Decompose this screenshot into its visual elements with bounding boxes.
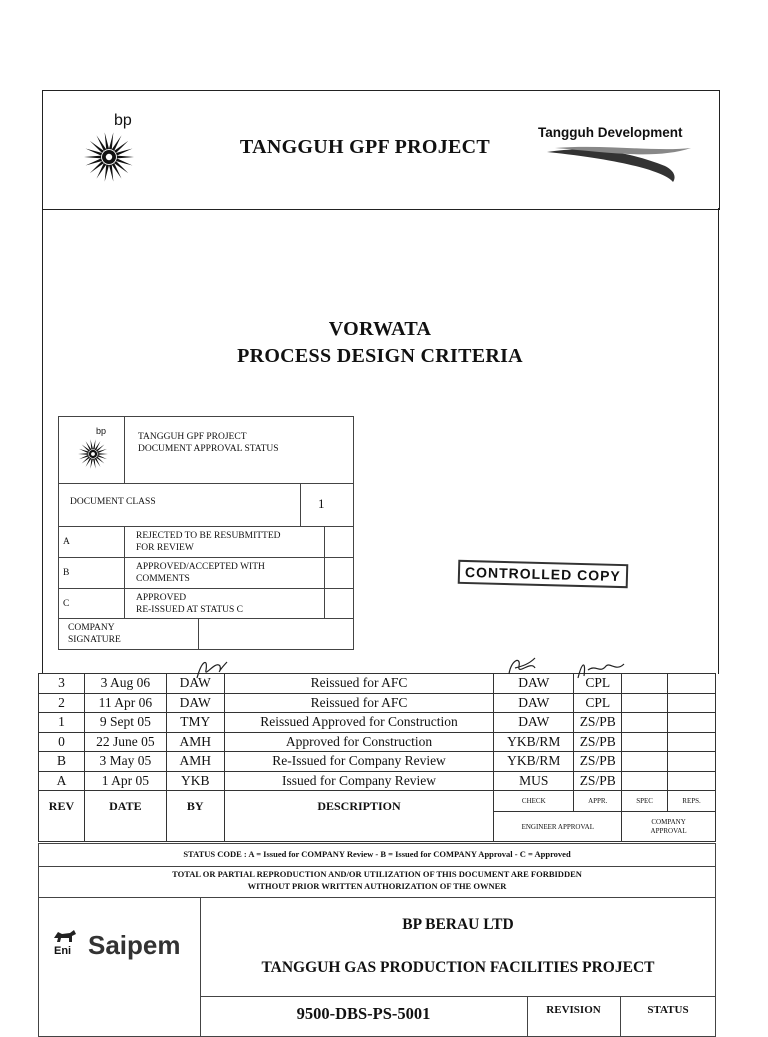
revision-row <box>39 693 716 713</box>
revision-cell-empty <box>622 752 668 772</box>
revision-cell-check: YKB/RM <box>494 732 574 752</box>
document-class-label: DOCUMENT CLASS <box>70 497 156 507</box>
helios-petal <box>117 156 134 159</box>
company-approval-line1: COMPANY <box>651 817 686 826</box>
project-title: TANGGUH GPF PROJECT <box>239 136 491 158</box>
helios-petal <box>90 439 93 449</box>
document-title-line1: VORWATA <box>328 318 432 340</box>
revision-cell-desc: Reissued Approved for Construction <box>224 713 494 733</box>
revision-cell-appr: CPL <box>574 674 622 694</box>
revision-row <box>39 713 716 733</box>
revision-cell-check: DAW <box>494 693 574 713</box>
approval-heading-line2: DOCUMENT APPROVAL STATUS <box>138 444 279 454</box>
revision-cell-appr: CPL <box>574 693 622 713</box>
approval-bp-text: bp <box>96 426 107 436</box>
status-row-c-line2: RE-ISSUED AT STATUS C <box>136 605 244 615</box>
revision-cell-rev: B <box>39 752 85 772</box>
helios-petal <box>109 165 113 182</box>
helios-petal <box>93 458 96 468</box>
bp-logo-text: bp <box>114 112 132 129</box>
helios-petal <box>84 156 101 159</box>
revision-row <box>39 752 716 772</box>
signature-scribble-check <box>505 654 539 680</box>
revision-cell-desc: Approved for Construction <box>224 732 494 752</box>
bp-helios-icon <box>82 130 136 184</box>
by-header: BY <box>166 791 224 842</box>
revision-cell-appr: ZS/PB <box>574 752 622 772</box>
helios-petal <box>98 453 108 455</box>
revision-cell-check: MUS <box>494 771 574 791</box>
revision-cell-date: 3 Aug 06 <box>84 674 166 694</box>
description-header: DESCRIPTION <box>224 791 494 842</box>
revision-cell-date: 22 June 05 <box>84 732 166 752</box>
controlled-copy-stamp: CONTROLLED COPY <box>458 560 628 588</box>
status-code-text: STATUS CODE : A = Issued for COMPANY Review - B = Issued for COMPANY Approval - C = Approved <box>183 849 571 859</box>
company-approval-header <box>622 812 716 842</box>
eni-dog-icon <box>52 928 78 944</box>
document-title-line2: PROCESS DESIGN CRITERIA <box>237 345 523 367</box>
revision-cell-rev: A <box>39 771 85 791</box>
revision-cell-appr: ZS/PB <box>574 771 622 791</box>
document-number: 9500-DBS-PS-5001 <box>296 1004 431 1023</box>
tangguh-logo <box>535 124 705 194</box>
document-class-value: 1 <box>318 496 325 511</box>
approval-heading-line1: TANGGUH GPF PROJECT <box>138 432 247 442</box>
revision-cell-rev: 3 <box>39 674 85 694</box>
revision-cell-rev: 0 <box>39 732 85 752</box>
revision-cell-empty <box>622 674 668 694</box>
revision-cell-check: YKB/RM <box>494 752 574 772</box>
signature-scribble-appr <box>574 658 628 682</box>
revision-cell-desc: Issued for Company Review <box>224 771 494 791</box>
revision-cell-check: DAW <box>494 713 574 733</box>
tangguh-logo-text: Tangguh Development <box>538 125 683 140</box>
revision-cell-empty <box>668 693 716 713</box>
revision-cell-empty <box>622 713 668 733</box>
revision-cell-rev: 1 <box>39 713 85 733</box>
company-signature-line1: COMPANY <box>68 623 115 633</box>
helios-petal <box>90 458 93 468</box>
revision-cell-by: AMH <box>166 732 224 752</box>
check-header: CHECK <box>494 791 574 812</box>
signature-scribble-by <box>194 656 230 682</box>
revision-cell-empty <box>668 771 716 791</box>
revision-cell-appr: ZS/PB <box>574 713 622 733</box>
tangguh-wave-icon <box>545 146 695 186</box>
company-approval-line2: APPROVAL <box>650 826 687 835</box>
revision-cell-date: 11 Apr 06 <box>84 693 166 713</box>
helios-petal <box>78 453 88 455</box>
appr-header: APPR. <box>574 791 622 812</box>
status-row-a-line1: REJECTED TO BE RESUBMITTED <box>136 531 281 541</box>
status-row-c-code: C <box>63 599 70 609</box>
rev-header: REV <box>39 791 85 842</box>
revision-cell-by: TMY <box>166 713 224 733</box>
revision-header-row <box>39 791 716 812</box>
revision-cell-empty <box>668 752 716 772</box>
status-row-c-line1: APPROVED <box>136 593 187 603</box>
status-row-b-line1: APPROVED/ACCEPTED WITH <box>136 562 265 572</box>
revision-cell-check: DAW <box>494 674 574 694</box>
revision-cell-desc: Reissued for AFC <box>224 674 494 694</box>
status-row-b-code: B <box>63 568 70 578</box>
revision-cell-desc: Re-Issued for Company Review <box>224 752 494 772</box>
spec-header: SPEC <box>622 791 668 812</box>
reproduction-notice-line2: WITHOUT PRIOR WRITTEN AUTHORIZATION OF THE OWNER <box>247 881 507 891</box>
bp-logo <box>80 112 140 187</box>
helios-petal <box>109 132 113 149</box>
status-row-a-code: A <box>63 537 70 547</box>
company-signature-line2: SIGNATURE <box>68 635 121 645</box>
project-name: TANGGUH GAS PRODUCTION FACILITIES PROJECT <box>261 959 655 976</box>
revision-table <box>38 673 716 842</box>
revision-cell-by: YKB <box>166 771 224 791</box>
revision-cell-desc: Reissued for AFC <box>224 693 494 713</box>
revision-cell-appr: ZS/PB <box>574 732 622 752</box>
helios-petal <box>105 132 109 149</box>
revision-cell-by: AMH <box>166 752 224 772</box>
revision-cell-by: DAW <box>166 693 224 713</box>
revision-row <box>39 771 716 791</box>
revision-cell-rev: 2 <box>39 693 85 713</box>
revision-row <box>39 732 716 752</box>
revision-cell-empty <box>622 693 668 713</box>
revision-cell-by: DAW <box>166 674 224 694</box>
eni-text: Eni <box>54 945 72 957</box>
revision-cell-empty <box>668 713 716 733</box>
revision-cell-empty <box>622 771 668 791</box>
status-label: STATUS <box>647 1004 689 1016</box>
engineer-approval-header: ENGINEER APPROVAL <box>494 812 622 842</box>
approval-bp-helios-icon <box>77 438 109 470</box>
approval-status-box <box>58 416 354 650</box>
company-name: BP BERAU LTD <box>402 916 514 933</box>
saipem-text: Saipem <box>88 930 181 960</box>
status-row-b-line2: COMMENTS <box>136 574 190 584</box>
revision-cell-date: 1 Apr 05 <box>84 771 166 791</box>
helios-petal <box>105 165 109 182</box>
revision-cell-empty <box>622 732 668 752</box>
revision-cell-empty <box>668 674 716 694</box>
status-row-a-line2: FOR REVIEW <box>136 543 194 553</box>
revision-cell-date: 3 May 05 <box>84 752 166 772</box>
reproduction-notice-line1: TOTAL OR PARTIAL REPRODUCTION AND/OR UTILIZATION OF THIS DOCUMENT ARE FORBIDDEN <box>172 869 582 879</box>
helios-petal <box>93 439 96 449</box>
date-header: DATE <box>84 791 166 842</box>
reps-header: REPS. <box>668 791 716 812</box>
saipem-logo <box>52 928 198 968</box>
revision-label: REVISION <box>546 1004 601 1016</box>
revision-cell-empty <box>668 732 716 752</box>
revision-cell-date: 9 Sept 05 <box>84 713 166 733</box>
